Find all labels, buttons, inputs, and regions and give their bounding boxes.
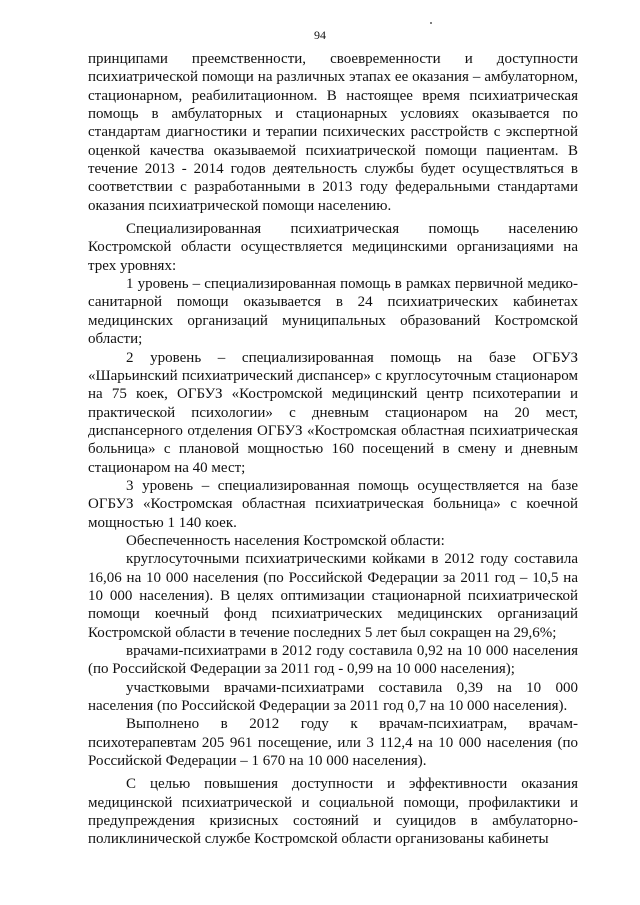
paragraph-level-3: 3 уровень – специализированная помощь осуществляется на базе ОГБУЗ «Костромская областная психиатрическая больница» с коечной мощностью 1 140 коек.	[88, 477, 578, 531]
paragraph-provision-heading: Обеспеченность населения Костромской области:	[126, 532, 445, 549]
paragraph-level-2: 2 уровень – специализированная помощь на базе ОГБУЗ «Шарьинский психиатрический диспансер» с круглосуточным стационаром на 75 коек, ОГБУЗ «Костромской медицинский центр психотерапии и практической психологии» с дневным стационаром на 20 мест, диспансерного отделения ОГБУЗ «Костромская областная психиатрическая больница» с плановой мощностью 160 посещений в смену и дневным стационаром на 40 мест;	[88, 349, 578, 476]
paragraph-beds: круглосуточными психиатрическими койками в 2012 году составила 16,06 на 10 000 населения (по Российской Федерации за 2011 год – 10,5 на 10 000 населения). В целях оптимизации стационарной психиатрической помощи коечный фонд психиатрических медицинских организаций Костромской области в течение последних 5 лет был сокращен на 29,6%;	[88, 551, 578, 641]
scan-speck	[430, 22, 432, 24]
paragraph-accessibility: С целью повышения доступности и эффективности оказания медицинской психиатрической и социальной помощи, профилактики и предупреждения кризисных состояний и суицидов в амбулаторно-поликлинической службе Костромской области организованы кабинеты	[88, 776, 578, 848]
paragraph-continuation: принципами преемственности, своевременности и доступности психиатрической помощи на различных этапах ее оказания – амбулаторном, стационарном, реабилитационном. В настоящее время психиатрическая помощь в амбулаторных и стационарных условиях оказывается по стандартам диагностики и терапии психических расстройств с экспертной оценкой качества оказываемой психиатрической помощи пациентам. В течение 2013 - 2014 годов деятельность службы будет осуществляться в соответствии с разработанными в 2013 году федеральными стандартами оказания психиатрической помощи населению.	[88, 51, 578, 214]
paragraph-psychiatrists: врачами-психиатрами в 2012 году составила 0,92 на 10 000 населения (по Российской Федерации за 2011 год - 0,99 на 10 000 населения);	[88, 643, 578, 678]
paragraph-visits: Выполнено в 2012 году к врачам-психиатрам, врачам-психотерапевтам 205 961 посещение, или 3 112,4 на 10 000 населения (по Российской Федерации – 1 670 на 10 000 населения).	[88, 716, 578, 770]
document-body	[88, 50, 578, 849]
page-number: 94	[314, 28, 326, 42]
paragraph-district-psychiatrists: участковыми врачами-психиатрами составила 0,39 на 10 000 населения (по Российской Федерации за 2011 год 0,7 на 10 000 населения).	[88, 679, 578, 715]
paragraph-levels-intro: Специализированная психиатрическая помощь населению Костромской области осуществляется медицинскими организациями на трех уровнях:	[88, 221, 578, 274]
paragraph-level-1: 1 уровень – специализированная помощь в рамках первичной медико-санитарной помощи оказывается в 24 психиатрических кабинетах медицинских организаций муниципальных образований Костромской области;	[88, 276, 578, 348]
